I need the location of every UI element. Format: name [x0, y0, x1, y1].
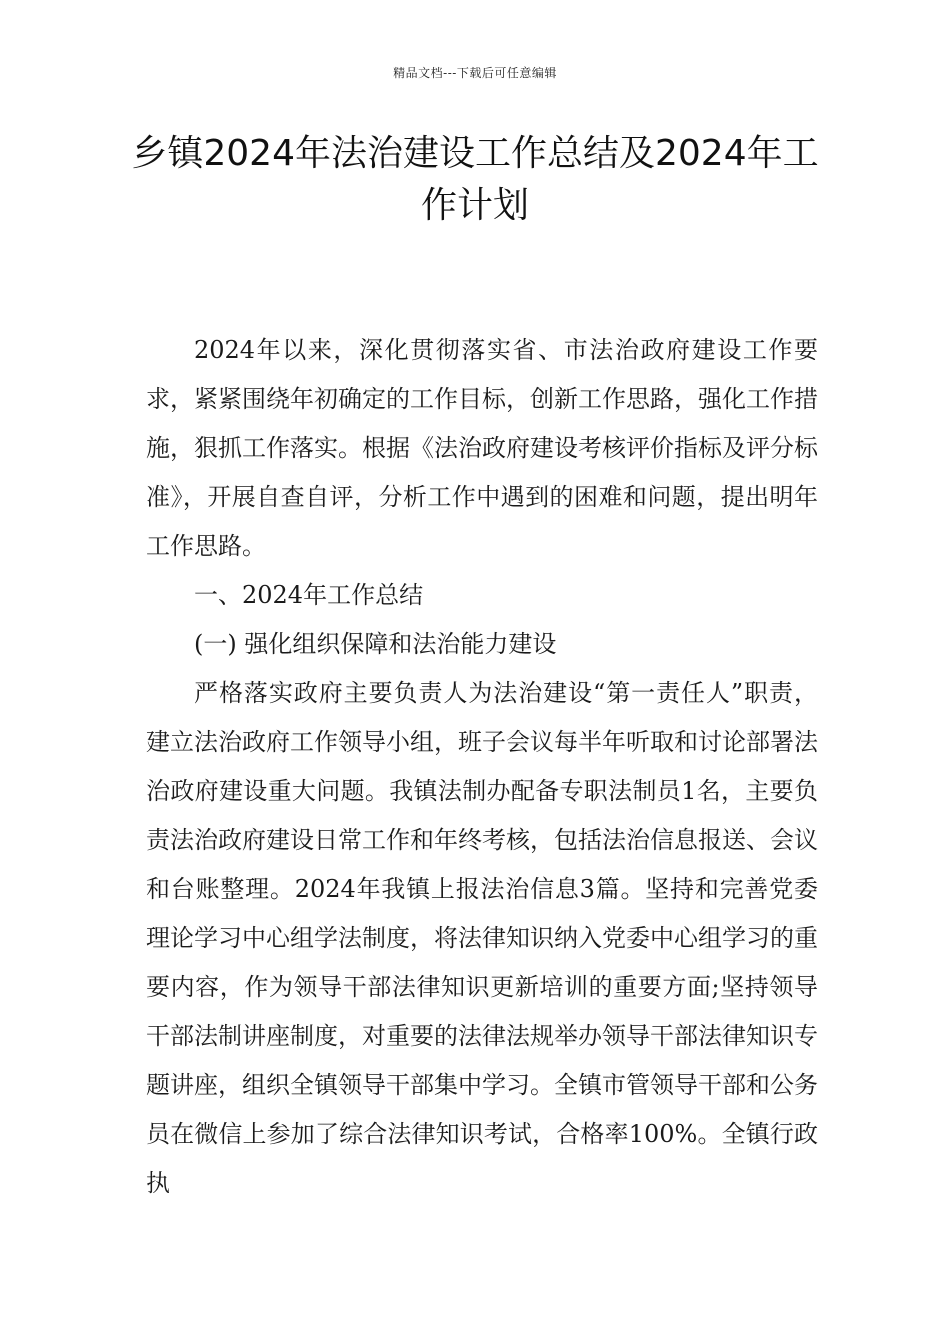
document-title: 乡镇2024年法治建设工作总结及2024年工作计划: [131, 133, 819, 226]
subsection-heading-1: (一) 强化组织保障和法治能力建设: [194, 630, 557, 658]
document-body: [146, 326, 818, 1208]
section-heading-1: 一、2024年工作总结: [194, 581, 424, 609]
body-paragraph: 严格落实政府主要负责人为法治建设“第一责任人”职责，建立法治政府工作领导小组，班子会议每半年听取和讨论部署法治政府建设重大问题。我镇法制办配备专职法制员1名，主要负责法治政府建设日常工作和年终考核，包括法治信息报送、会议和台账整理。2024年我镇上报法治信息3篇。坚持和完善党委理论学习中心组学法制度，将法律知识纳入党委中心组学习的重要内容，作为领导干部法律知识更新培训的重要方面;坚持领导干部法制讲座制度，对重要的法律法规举办领导干部法律知识专题讲座，组织全镇领导干部集中学习。全镇市管领导干部和公务员在微信上参加了综合法律知识考试，合格率100%。全镇行政执: [146, 679, 818, 1197]
intro-paragraph: 2024年以来，深化贯彻落实省、市法治政府建设工作要求，紧紧围绕年初确定的工作目标，创新工作思路，强化工作措施，狠抓工作落实。根据《法治政府建设考核评价指标及评分标准》，开展自查自评，分析工作中遇到的困难和问题，提出明年工作思路。: [146, 336, 818, 560]
page-header-note: 精品文档---下载后可任意编辑: [393, 66, 557, 80]
